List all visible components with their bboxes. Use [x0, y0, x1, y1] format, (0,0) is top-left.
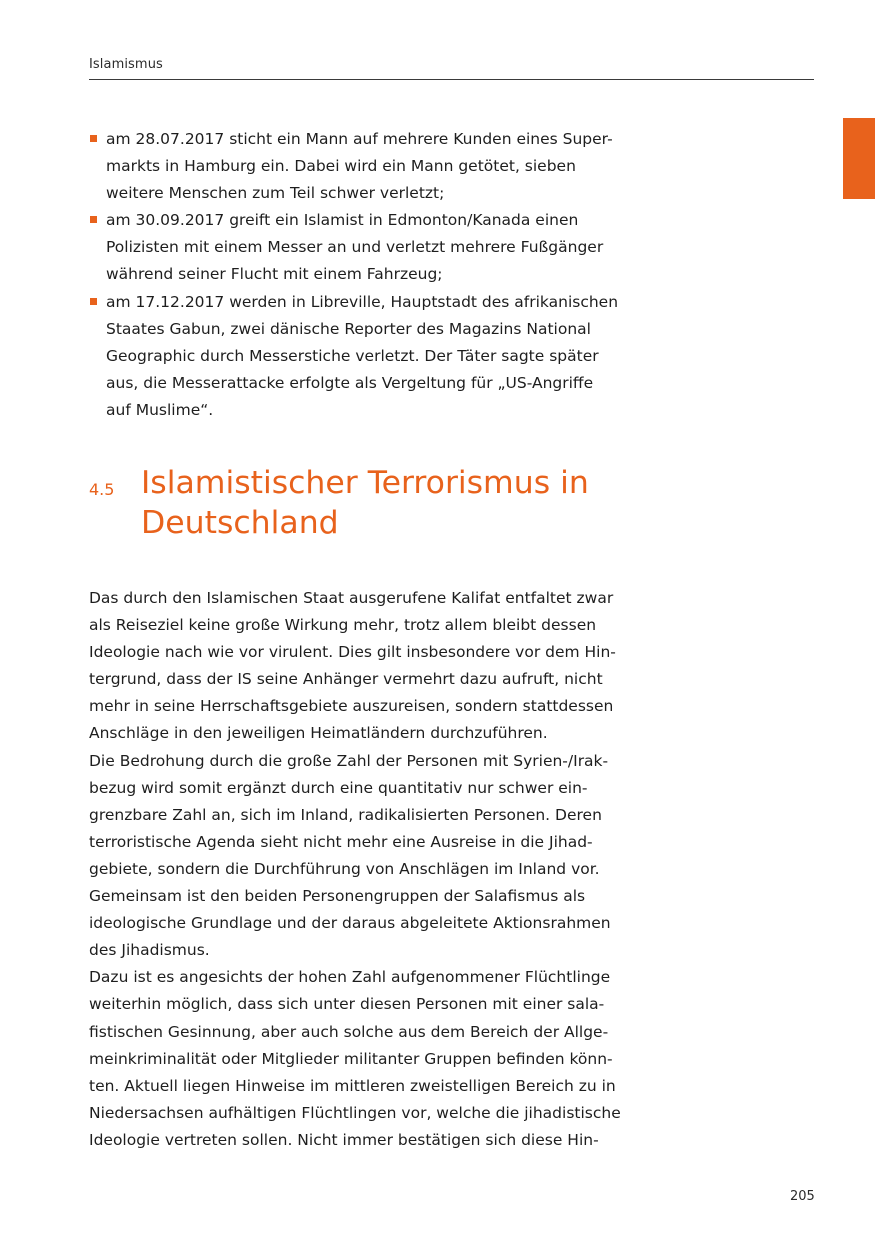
text-line: meinkriminalität oder Mitglieder militanter Gruppen befinden könn- [89, 1049, 613, 1068]
text-line: Niedersachsen aufhältigen Flüchtlingen vor, welche die jihadistische [89, 1103, 621, 1122]
text-line: grenzbare Zahl an, sich im Inland, radikalisierten Personen. Deren [89, 805, 602, 824]
text-line: Das durch den Islamischen Staat ausgerufene Kalifat entfaltet zwar [89, 589, 614, 607]
text-line: weiterhin möglich, dass sich unter diesen Personen mit einer sala- [89, 995, 605, 1014]
list-line: weitere Menschen zum Teil schwer verletzt; [106, 184, 445, 203]
list-line: markts in Hamburg ein. Dabei wird ein Mann getötet, sieben [106, 157, 576, 176]
list-line: Polizisten mit einem Messer an und verletzt mehrere Fußgänger [106, 238, 604, 257]
text-line: Gemeinsam ist den beiden Personengruppen der Salafismus als [89, 887, 586, 906]
list-item [89, 126, 649, 207]
text-line: gebiete, sondern die Durchführung von Anschlägen im Inland vor. [89, 859, 600, 878]
incident-list [89, 126, 649, 424]
section-title-line: Deutschland [141, 505, 339, 541]
text-line: Ideologie vertreten sollen. Nicht immer bestätigen sich diese Hin- [89, 1130, 599, 1149]
list-item [89, 289, 649, 424]
text-line: ideologische Grundlage und der daraus abgeleitete Aktionsrahmen [89, 914, 611, 933]
text-line: fistischen Gesinnung, aber auch solche aus dem Bereich der Allge- [89, 1022, 609, 1041]
text-line: bezug wird somit ergänzt durch eine quantitativ nur schwer ein- [89, 778, 588, 797]
square-bullet-icon [90, 135, 97, 142]
section-title [141, 463, 621, 543]
list-line: am 28.07.2017 sticht ein Mann auf mehrere Kunden eines Super- [106, 130, 613, 148]
header-rule [89, 79, 814, 80]
text-line: Dazu ist es angesichts der hohen Zahl aufgenommener Flüchtlinge [89, 968, 611, 987]
section-number: 4.5 [89, 480, 115, 499]
list-line: auf Muslime“. [106, 400, 214, 419]
square-bullet-icon [90, 216, 97, 223]
body-text [89, 585, 627, 1154]
text-line: ten. Aktuell liegen Hinweise im mittleren zweistelligen Bereich zu in [89, 1076, 616, 1095]
text-line: Ideologie nach wie vor virulent. Dies gilt insbesondere vor dem Hin- [89, 643, 616, 662]
text-line: tergrund, dass der IS seine Anhänger vermehrt dazu aufruft, nicht [89, 670, 603, 689]
text-line: Anschläge in den jeweiligen Heimatländern durchzuführen. [89, 724, 548, 743]
text-line: Die Bedrohung durch die große Zahl der Personen mit Syrien-/Irak- [89, 751, 609, 770]
section-title-line: Islamistischer Terrorismus in [141, 465, 589, 501]
list-line: während seiner Flucht mit einem Fahrzeug; [106, 265, 443, 284]
list-line: Geographic durch Messerstiche verletzt. Der Täter sagte später [106, 346, 599, 365]
page-number: 205 [790, 1189, 815, 1204]
running-head: Islamismus [89, 57, 163, 72]
list-line: Staates Gabun, zwei dänische Reporter des Magazins National [106, 319, 591, 338]
chapter-tab-marker [843, 118, 875, 199]
text-line: terroristische Agenda sieht nicht mehr eine Ausreise in die Jihad- [89, 832, 593, 851]
list-line: aus, die Messerattacke erfolgte als Vergeltung für „US-Angriffe [106, 373, 594, 392]
list-item [89, 207, 649, 288]
list-line: am 17.12.2017 werden in Libreville, Hauptstadt des afrikanischen [106, 292, 619, 311]
paragraph [89, 585, 627, 748]
text-line: mehr in seine Herrschaftsgebiete auszureisen, sondern stattdessen [89, 697, 614, 716]
list-line: am 30.09.2017 greift ein Islamist in Edmonton/Kanada einen [106, 211, 579, 230]
text-line: als Reiseziel keine große Wirkung mehr, trotz allem bleibt dessen [89, 616, 597, 635]
paragraph [89, 748, 627, 965]
paragraph [89, 964, 627, 1154]
square-bullet-icon [90, 298, 97, 305]
text-line: des Jihadismus. [89, 941, 210, 960]
